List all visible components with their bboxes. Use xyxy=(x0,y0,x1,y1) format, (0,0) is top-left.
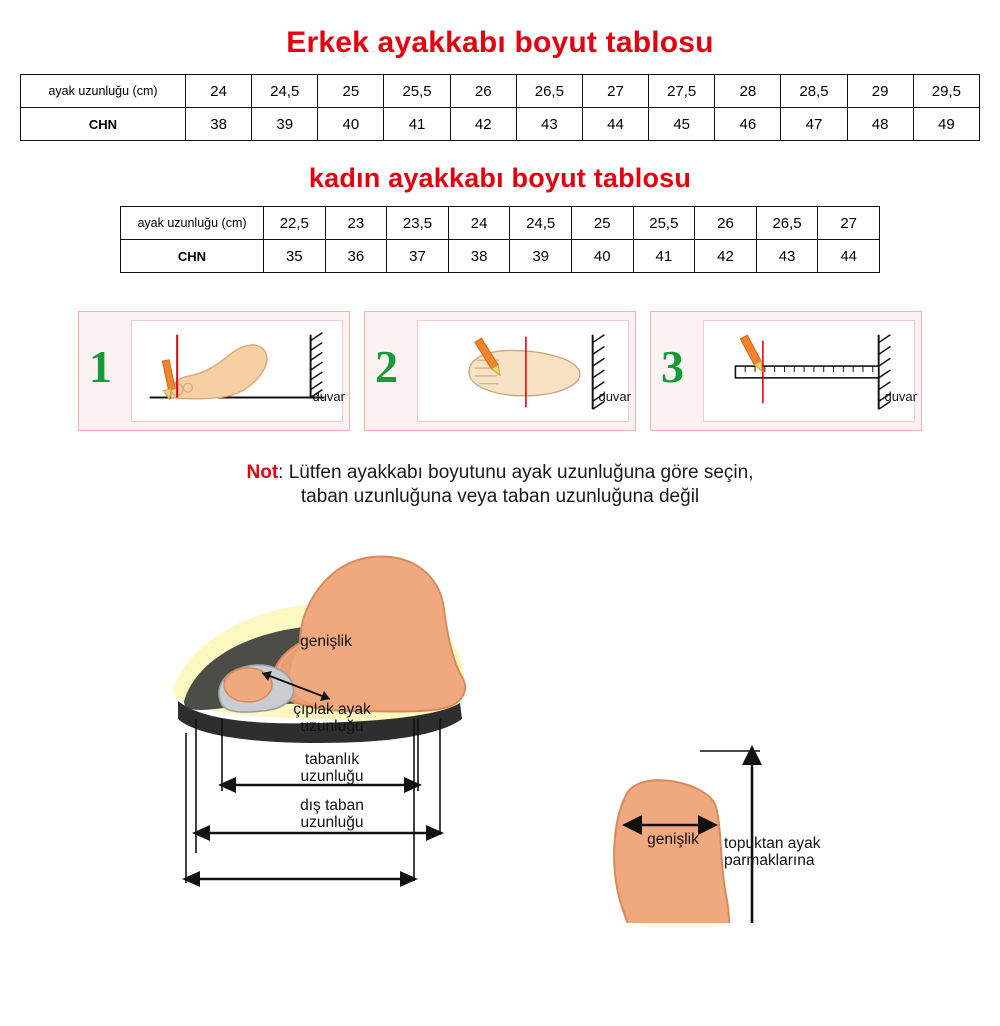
table-cell: 39 xyxy=(252,108,318,141)
women-size-table xyxy=(120,206,880,273)
table-cell: 43 xyxy=(516,108,582,141)
table-cell: 44 xyxy=(582,108,648,141)
step-number: 2 xyxy=(375,341,398,392)
label-top-width: genişlik xyxy=(647,830,699,848)
foot-top-measure-icon xyxy=(418,321,628,421)
table-cell: 47 xyxy=(781,108,847,141)
step-2-illustration xyxy=(417,320,629,422)
table-cell: 35 xyxy=(264,240,326,273)
note-block xyxy=(0,461,1000,509)
table-cell: 27 xyxy=(582,75,648,108)
note-label: Not xyxy=(246,462,279,483)
women-row-label-foot-length: ayak uzunluğu (cm) xyxy=(121,207,264,240)
table-cell: 27,5 xyxy=(649,75,715,108)
table-cell: 46 xyxy=(715,108,781,141)
table-cell: 24,5 xyxy=(252,75,318,108)
table-cell: 24 xyxy=(186,75,252,108)
label-insole-length-line1: tabanlık xyxy=(304,750,360,768)
table-cell: 36 xyxy=(325,240,387,273)
ruler-measure-icon xyxy=(704,321,914,421)
table-cell: 38 xyxy=(448,240,510,273)
table-cell: 41 xyxy=(384,108,450,141)
label-heel-to-toe-line2: parmaklarına xyxy=(724,852,815,870)
table-cell: 28 xyxy=(715,75,781,108)
foot-measurement-diagram xyxy=(0,523,1000,923)
step-3-illustration xyxy=(703,320,915,422)
table-cell: 40 xyxy=(318,108,384,141)
table-cell: 49 xyxy=(913,108,979,141)
foot-side-measure-icon xyxy=(132,321,342,421)
table-row xyxy=(21,108,980,141)
table-cell: 26,5 xyxy=(516,75,582,108)
label-bare-foot-length-line1: çıplak ayak xyxy=(293,700,371,718)
table-cell: 26 xyxy=(695,207,757,240)
men-row-label-foot-length: ayak uzunluğu (cm) xyxy=(21,75,186,108)
measurement-step-3 xyxy=(650,311,922,431)
table-cell: 26 xyxy=(450,75,516,108)
table-cell: 24,5 xyxy=(510,207,572,240)
table-cell: 41 xyxy=(633,240,695,273)
label-insole-length-line2: uzunluğu xyxy=(300,768,364,786)
label-bare-foot-length-line2: uzunluğu xyxy=(300,718,364,736)
step-1-wall-label: duvar xyxy=(312,389,345,404)
step-3-wall-label: duvar xyxy=(884,389,917,404)
table-cell: 40 xyxy=(571,240,633,273)
step-2-wall-label: duvar xyxy=(598,389,631,404)
table-cell: 42 xyxy=(450,108,516,141)
table-cell: 23 xyxy=(325,207,387,240)
table-cell: 29,5 xyxy=(913,75,979,108)
table-cell: 29 xyxy=(847,75,913,108)
table-cell: 25,5 xyxy=(633,207,695,240)
table-row xyxy=(121,240,880,273)
measurement-step-1 xyxy=(78,311,350,431)
table-cell: 48 xyxy=(847,108,913,141)
men-size-chart-title: Erkek ayakkabı boyut tablosu xyxy=(286,26,714,59)
table-cell: 38 xyxy=(186,108,252,141)
note-line-2: taban uzunluğuna veya taban uzunluğuna değil xyxy=(300,485,700,507)
men-table-wrapper xyxy=(0,60,1000,141)
table-cell: 42 xyxy=(695,240,757,273)
table-cell: 23,5 xyxy=(387,207,449,240)
table-cell: 25 xyxy=(318,75,384,108)
label-heel-to-toe xyxy=(724,835,894,871)
label-bare-foot-length xyxy=(262,701,402,737)
table-row xyxy=(121,207,880,240)
measurement-steps xyxy=(0,311,1000,431)
note-line-1: : Lütfen ayakkabı boyutunu ayak uzunluğuna göre seçin, xyxy=(278,462,754,483)
women-table-wrapper xyxy=(0,194,1000,273)
table-cell: 44 xyxy=(818,240,880,273)
table-cell: 27 xyxy=(818,207,880,240)
table-cell: 25,5 xyxy=(384,75,450,108)
table-cell: 45 xyxy=(649,108,715,141)
label-insole-length xyxy=(262,751,402,787)
step-number: 3 xyxy=(661,341,684,392)
table-cell: 39 xyxy=(510,240,572,273)
table-cell: 37 xyxy=(387,240,449,273)
women-size-chart-title: kadın ayakkabı boyut tablosu xyxy=(308,163,692,193)
table-cell: 22,5 xyxy=(264,207,326,240)
label-outsole-length-line1: dış taban xyxy=(300,796,364,814)
men-size-table xyxy=(20,74,980,141)
table-cell: 43 xyxy=(756,240,818,273)
table-cell: 28,5 xyxy=(781,75,847,108)
label-outsole-length-line2: uzunluğu xyxy=(300,814,364,832)
men-row-label-chn: CHN xyxy=(21,108,186,141)
women-row-label-chn: CHN xyxy=(121,240,264,273)
step-1-illustration xyxy=(131,320,343,422)
label-side-width: genişlik xyxy=(300,632,352,650)
table-cell: 24 xyxy=(448,207,510,240)
table-cell: 25 xyxy=(571,207,633,240)
table-row xyxy=(21,75,980,108)
step-number: 1 xyxy=(89,341,112,392)
label-outsole-length xyxy=(262,797,402,833)
measurement-step-2 xyxy=(364,311,636,431)
label-heel-to-toe-line1: topuktan ayak xyxy=(724,834,821,852)
table-cell: 26,5 xyxy=(756,207,818,240)
